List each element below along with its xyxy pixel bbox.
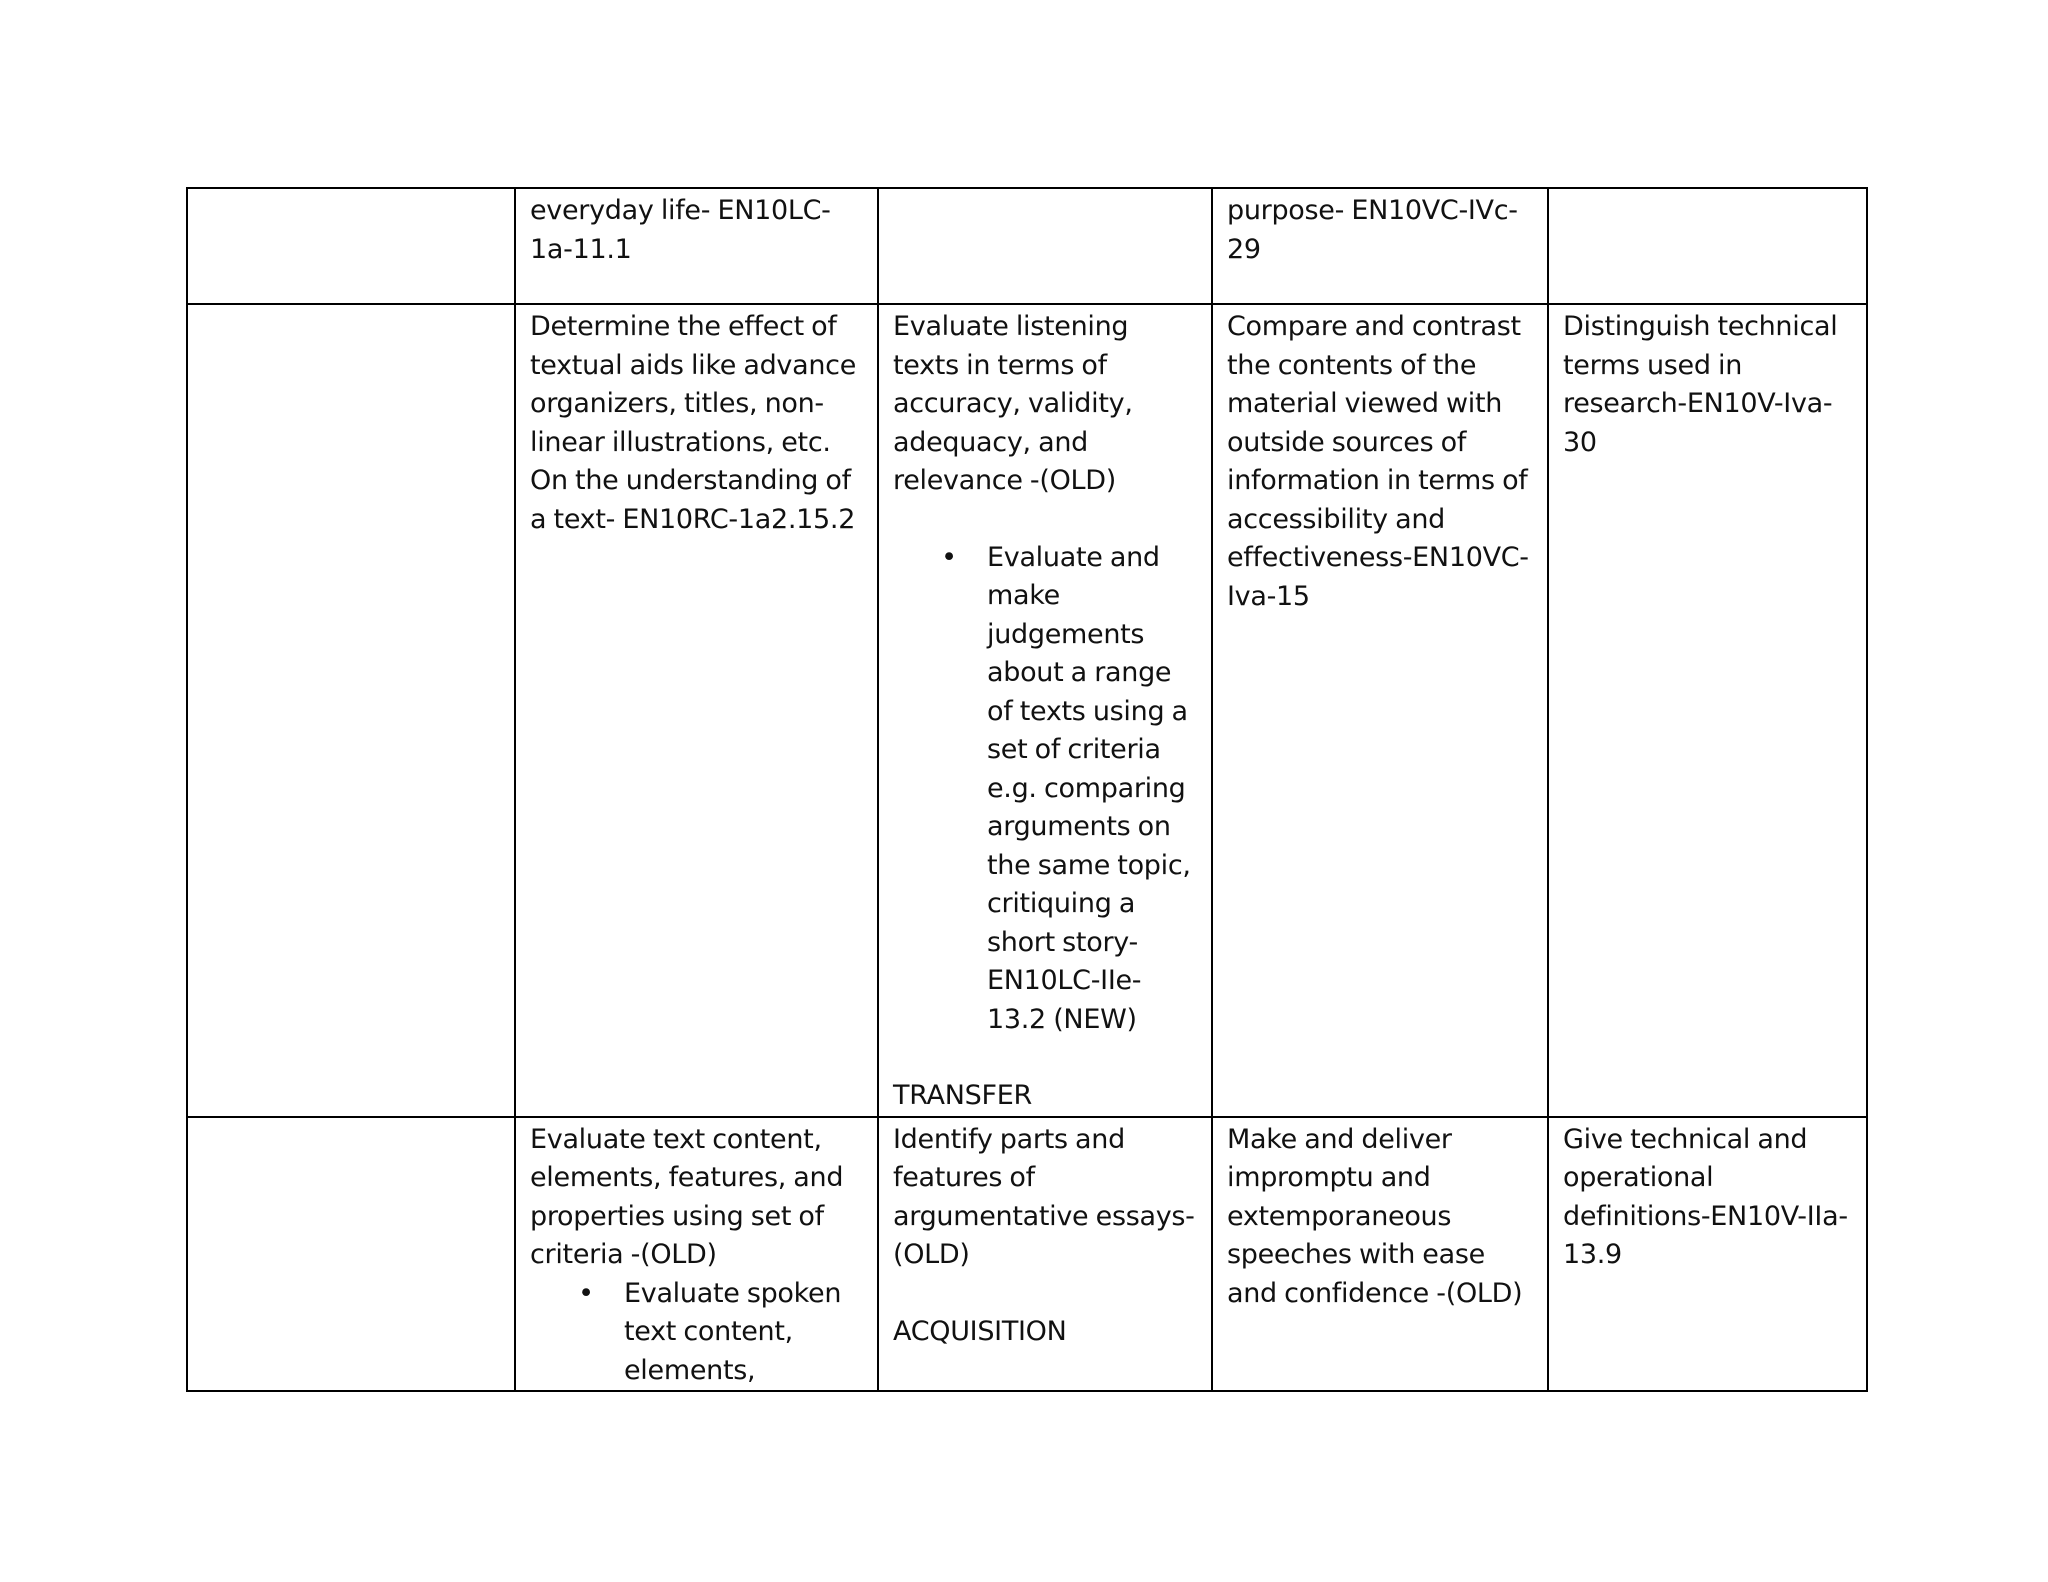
table-cell-row1-col2: [515, 188, 878, 304]
table-row: [187, 1117, 1867, 1392]
table-cell-row1-col5: [1548, 188, 1867, 304]
cell-text: Evaluate text content, elements, features, and properties using set of criteria -(OLD): [530, 1123, 844, 1270]
table-cell-row3-col4: [1212, 1117, 1548, 1392]
table-cell-row1-col1: [187, 188, 515, 304]
bullet-text: Evaluate and make judgements about a range of texts using a set of criteria e.g. comparing arguments on the same topic, critiquing a short story-EN10LC-IIe-13.2 (NEW): [987, 541, 1191, 1035]
table-cell-row3-col1: [187, 1117, 515, 1392]
bullet-icon: •: [578, 1277, 594, 1309]
table-cell-row2-col2: [515, 304, 878, 1117]
table-cell-row2-col5: [1548, 304, 1867, 1117]
cell-text: Give technical and operational definitions-EN10V-IIa-13.9: [1563, 1123, 1848, 1270]
cell-text: Evaluate listening texts in terms of accuracy, validity, adequacy, and relevance -(OLD): [893, 311, 1133, 496]
bullet-icon: •: [941, 541, 957, 573]
bullet-list: [530, 1275, 865, 1391]
table-row: [187, 188, 1867, 304]
table-cell-row3-col5: [1548, 1117, 1867, 1392]
section-tag: TRANSFER: [893, 1080, 1032, 1111]
cell-text: Determine the effect of textual aids like advance organizers, titles, non-linear illustrations, etc. On the understanding of a text- EN10RC-1a2.15.2: [530, 311, 857, 535]
table-cell-row2-col3: [878, 304, 1212, 1117]
list-item: [530, 1275, 865, 1391]
cell-text: Distinguish technical terms used in research-EN10V-Iva-30: [1563, 311, 1838, 458]
cell-text: Identify parts and features of argumentative essays-(OLD): [893, 1123, 1195, 1270]
table-row: [187, 304, 1867, 1117]
cell-text: purpose- EN10VC-IVc-29: [1227, 195, 1518, 265]
table-cell-row2-col4: [1212, 304, 1548, 1117]
bullet-list: [893, 539, 1199, 1040]
section-tag: ACQUISITION: [893, 1315, 1067, 1347]
cell-text: everyday life- EN10LC-1a-11.1: [530, 195, 831, 265]
table-cell-row1-col3: [878, 188, 1212, 304]
table-cell-row3-col2: [515, 1117, 878, 1392]
bullet-text: Evaluate spoken text content, elements,: [624, 1277, 842, 1386]
list-item: [893, 539, 1199, 1040]
table-cell-row2-col1: [187, 304, 515, 1117]
cell-text: Make and deliver impromptu and extemporaneous speeches with ease and confidence -(OLD): [1227, 1123, 1523, 1309]
competency-table: [186, 187, 1868, 1392]
table-cell-row1-col4: [1212, 188, 1548, 304]
cell-text: Compare and contrast the contents of the material viewed with outside sources of information in terms of accessibility and effectiveness-EN10VC-Iva-15: [1227, 311, 1529, 612]
table-cell-row3-col3: [878, 1117, 1212, 1392]
